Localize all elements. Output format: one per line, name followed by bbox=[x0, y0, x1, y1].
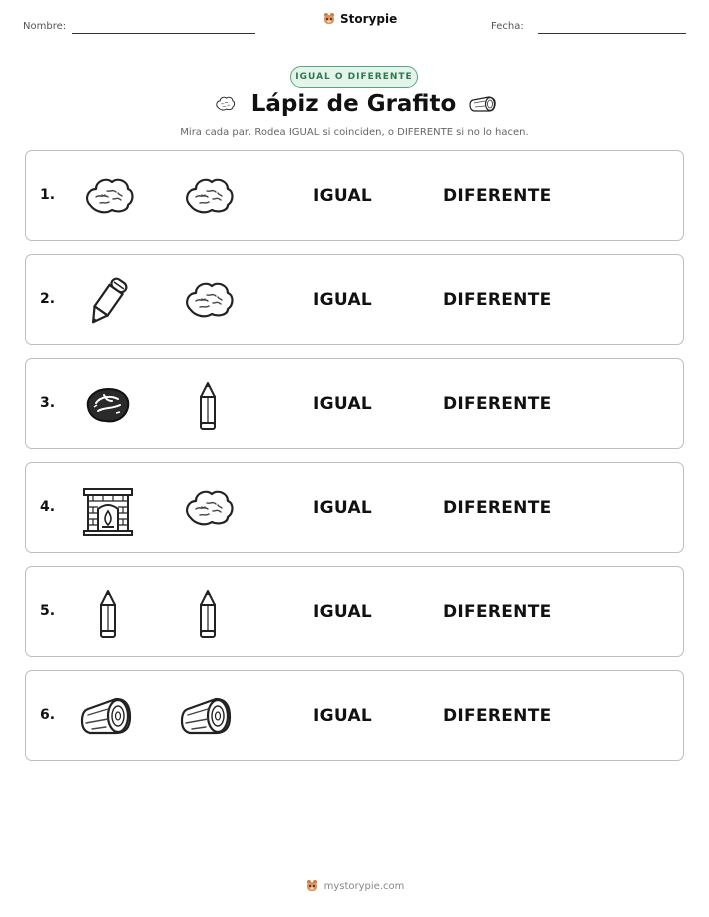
footer-url[interactable]: mystorypie.com bbox=[323, 880, 405, 892]
exercise-row bbox=[25, 254, 684, 345]
igual-option[interactable]: IGUAL bbox=[313, 602, 373, 622]
row-number: 3. bbox=[40, 395, 56, 411]
exercise-row bbox=[25, 566, 684, 657]
coal-lump-icon bbox=[80, 377, 136, 433]
graphite-rock-icon bbox=[80, 169, 136, 225]
graphite-rock-icon bbox=[180, 273, 236, 329]
exercise-row bbox=[25, 150, 684, 241]
diferente-option[interactable]: DIFERENTE bbox=[443, 186, 552, 206]
pencil-icon bbox=[80, 585, 136, 641]
pencil-icon bbox=[180, 377, 236, 433]
graphite-rock-icon bbox=[180, 169, 236, 225]
brand-name: Storypie bbox=[340, 12, 398, 26]
log-icon bbox=[468, 93, 498, 115]
diferente-option[interactable]: DIFERENTE bbox=[443, 290, 552, 310]
diferente-option[interactable]: DIFERENTE bbox=[443, 706, 552, 726]
row-number: 1. bbox=[40, 187, 56, 203]
row-number: 6. bbox=[40, 707, 56, 723]
graphite-rock-icon bbox=[211, 93, 239, 115]
igual-option[interactable]: IGUAL bbox=[313, 706, 373, 726]
igual-option[interactable]: IGUAL bbox=[313, 186, 373, 206]
page-title: Lápiz de Grafito bbox=[250, 91, 457, 117]
storypie-mascot-icon bbox=[322, 12, 336, 26]
fireplace-icon bbox=[80, 481, 136, 537]
name-line[interactable] bbox=[72, 33, 255, 34]
log-icon bbox=[180, 689, 236, 745]
exercise-row bbox=[25, 358, 684, 449]
date-line[interactable] bbox=[538, 33, 686, 34]
igual-option[interactable]: IGUAL bbox=[313, 498, 373, 518]
diferente-option[interactable]: DIFERENTE bbox=[443, 498, 552, 518]
graphite-rock-icon bbox=[180, 481, 236, 537]
name-label: Nombre: bbox=[23, 21, 67, 32]
row-number: 5. bbox=[40, 603, 56, 619]
category-badge: IGUAL O DIFERENTE bbox=[290, 66, 418, 88]
igual-option[interactable]: IGUAL bbox=[313, 290, 373, 310]
diferente-option[interactable]: DIFERENTE bbox=[443, 602, 552, 622]
pencil-icon bbox=[180, 585, 236, 641]
diferente-option[interactable]: DIFERENTE bbox=[443, 394, 552, 414]
log-icon bbox=[80, 689, 136, 745]
instructions: Mira cada par. Rodea IGUAL si coinciden, o DIFERENTE si no lo hacen. bbox=[180, 127, 529, 138]
exercise-row bbox=[25, 462, 684, 553]
igual-option[interactable]: IGUAL bbox=[313, 394, 373, 414]
footer bbox=[0, 879, 709, 893]
row-number: 4. bbox=[40, 499, 56, 515]
date-label: Fecha: bbox=[491, 21, 524, 32]
storypie-logo bbox=[322, 12, 397, 26]
exercise-row bbox=[25, 670, 684, 761]
pencil-tilted-icon bbox=[80, 273, 136, 329]
storypie-mascot-icon bbox=[305, 879, 319, 893]
row-number: 2. bbox=[40, 291, 56, 307]
title-row bbox=[0, 91, 709, 117]
